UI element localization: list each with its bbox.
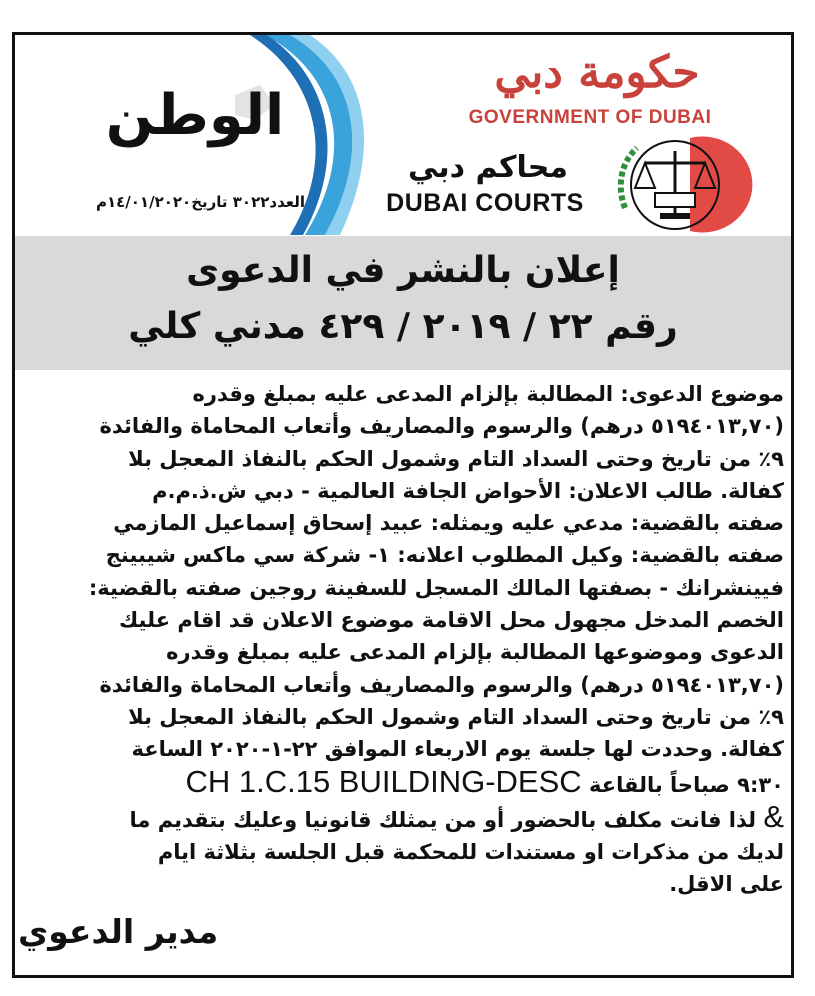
body-line: ٩٪ من تاريخ وحتى السداد التام وشمول الحكم بالنفاذ المعجل بلا: [128, 704, 784, 729]
body-line: لديك من مذكرات او مستندات للمحكمة قبل الجلسة بثلاثة ايام: [157, 840, 784, 865]
announcement-body: [24, 378, 784, 901]
header: [15, 35, 791, 235]
body-line: فيينشرانك - بصفتها المالك المسجل للسفينة روجين صفته بالقضية:: [88, 575, 784, 600]
body-line-hall: [24, 766, 784, 801]
newspaper-name: الوطن: [105, 83, 285, 148]
body-line: الدعوى وموضوعها المطالبة بإلزام المدعى عليه بمبلغ وقدره: [166, 640, 784, 665]
body-line: (٥١٩٤٠١٣,٧٠ درهم) والرسوم والمصاريف وأتعاب المحاماة والفائدة: [99, 672, 784, 697]
title-band: [15, 236, 791, 370]
scales-of-justice-icon: [595, 133, 755, 233]
case-number: رقم ٢٢ / ٢٠١٩ / ٤٢٩ مدني كلي: [128, 306, 678, 347]
session-time-text: ٩:٣٠ صباحاً بالقاعة: [589, 772, 784, 797]
body-line: كفالة. طالب الاعلان: الأحواض الجافة العالمية - دبي ش.ذ.م.م: [152, 478, 784, 503]
ampersand-mark: &: [763, 800, 784, 834]
government-english-name: GOVERNMENT OF DUBAI: [468, 107, 712, 128]
body-line: على الاقل.: [669, 872, 784, 897]
government-arabic-logo-text: حكومة دبي: [494, 47, 700, 98]
body-line: ٩٪ من تاريخ وحتى السداد التام وشمول الحكم بالنفاذ المعجل بلا: [128, 446, 784, 471]
issue-number-date: العدد٣٠٢٢ تاريخ١٤/٠١/٢٠٢٠م: [95, 193, 305, 211]
body-line-text: لذا فانت مكلف بالحضور أو من يمثلك قانونيا وعليك بتقديم ما: [129, 807, 756, 832]
body-line: موضوع الدعوى: المطالبة بإلزام المدعى عليه بمبلغ وقدره: [192, 382, 784, 406]
body-line: الخصم المدخل مجهول محل الاقامة موضوع الاعلان قد اقام عليك: [119, 608, 784, 633]
courts-english-name: DUBAI COURTS: [386, 189, 584, 217]
body-line: كفالة. وحددت لها جلسة يوم الاربعاء الموافق ٢٢-١-٢٠٢٠ الساعة: [131, 737, 784, 762]
signature-title: مدير الدعوي: [18, 912, 219, 951]
courts-arabic-name: محاكم دبي: [408, 150, 568, 185]
body-line: صفته بالقضية: وكيل المطلوب اعلانه: ١- شركة سي ماكس شيبينج: [105, 543, 784, 568]
announcement-title: إعلان بالنشر في الدعوى: [186, 250, 620, 291]
body-line: (٥١٩٤٠١٣,٧٠ درهم) والرسوم والمصاريف وأتعاب المحاماة والفائدة: [99, 414, 784, 439]
body-line: صفته بالقضية: مدعي عليه ويمثله: عبيد إسحاق إسماعيل المازمي: [113, 511, 784, 536]
hall-code: CH 1.C.15 BUILDING-DESC: [185, 765, 582, 799]
body-line: [24, 801, 784, 836]
